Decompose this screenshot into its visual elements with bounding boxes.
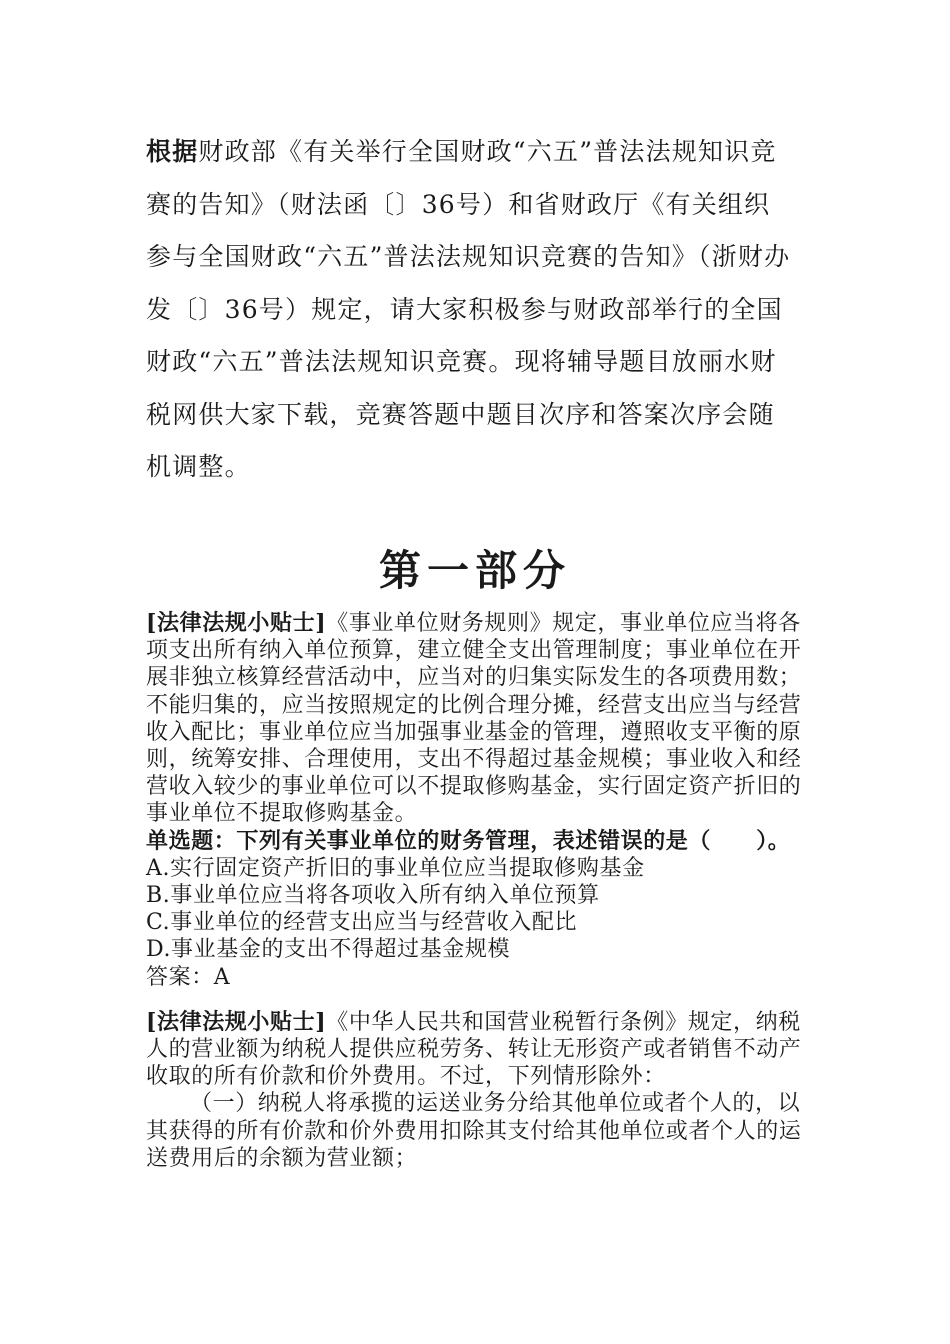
law-tip-paragraph-2 bbox=[146, 1009, 806, 1091]
option-d: D.事业基金的支出不得超过基金规模 bbox=[146, 937, 511, 963]
intro-text: 财政部《有关举行全国财政“六五”普法法规知识竞赛的告知》（财法函〔〕36号）和省财政厅《有关组织参与全国财政“六五”普法法规知识竞赛的告知》（浙财办发〔〕36号）规定，请大家积极参与财政部举行的全国财政“六五”普法法规知识竞赛。现将辅导题目放丽水财税网供大家下载，竞赛答题中题目次序和答案次序会随机调整。 bbox=[146, 137, 791, 481]
law-tip-text: 《中华人民共和国营业税暂行条例》规定，纳税人的营业额为纳税人提供应税劳务、转让无形资产或者销售不动产收取的所有价款和价外费用。不过，下列情形除外： bbox=[146, 1009, 802, 1090]
option-c: C.事业单位的经营支出应当与经营收入配比 bbox=[146, 910, 578, 936]
section-title: 第一部分 bbox=[378, 546, 571, 595]
section-body bbox=[146, 610, 806, 1172]
law-tip-label: [法律法规小贴士] bbox=[146, 1008, 327, 1035]
option-b: B.事业单位应当将各项收入所有纳入单位预算 bbox=[146, 883, 600, 909]
law-tip-label: [法律法规小贴士] bbox=[146, 610, 327, 636]
paragraph-spacer bbox=[146, 991, 806, 1009]
law-tip-text: 《事业单位财务规则》规定，事业单位应当将各项支出所有纳入单位预算，建立健全支出管理制度；事业单位在开展非独立核算经营活动中，应当对的归集实际发生的各项费用数；不能归集的，应当按照规定的比例合理分摊，经营支出应当与经营收入配比；事业单位应当加强事业基金的管理，遵照收支平衡的原则，统筹安排、合理使用，支出不得超过基金规模；事业收入和经营收入较少的事业单位可以不提取修购基金，实行固定资产折旧的事业单位不提取修购基金。 bbox=[146, 611, 802, 827]
law-tip-paragraph-1 bbox=[146, 610, 806, 828]
answer-line: 答案：A bbox=[146, 964, 231, 990]
question-stem: 单选题：下列有关事业单位的财务管理，表述错误的是（ ）。 bbox=[146, 827, 791, 854]
intro-lead: 根据 bbox=[146, 137, 199, 166]
intro-paragraph bbox=[146, 126, 796, 494]
law-tip-item-1: （一）纳税人将承揽的运送业务分给其他单位或者个人的，以其获得的所有价款和价外费用扣除其支付给其他单位或者个人的运送费用后的余额为营业额； bbox=[146, 1091, 802, 1171]
option-a: A.实行固定资产折旧的事业单位应当提取修购基金 bbox=[146, 855, 645, 881]
